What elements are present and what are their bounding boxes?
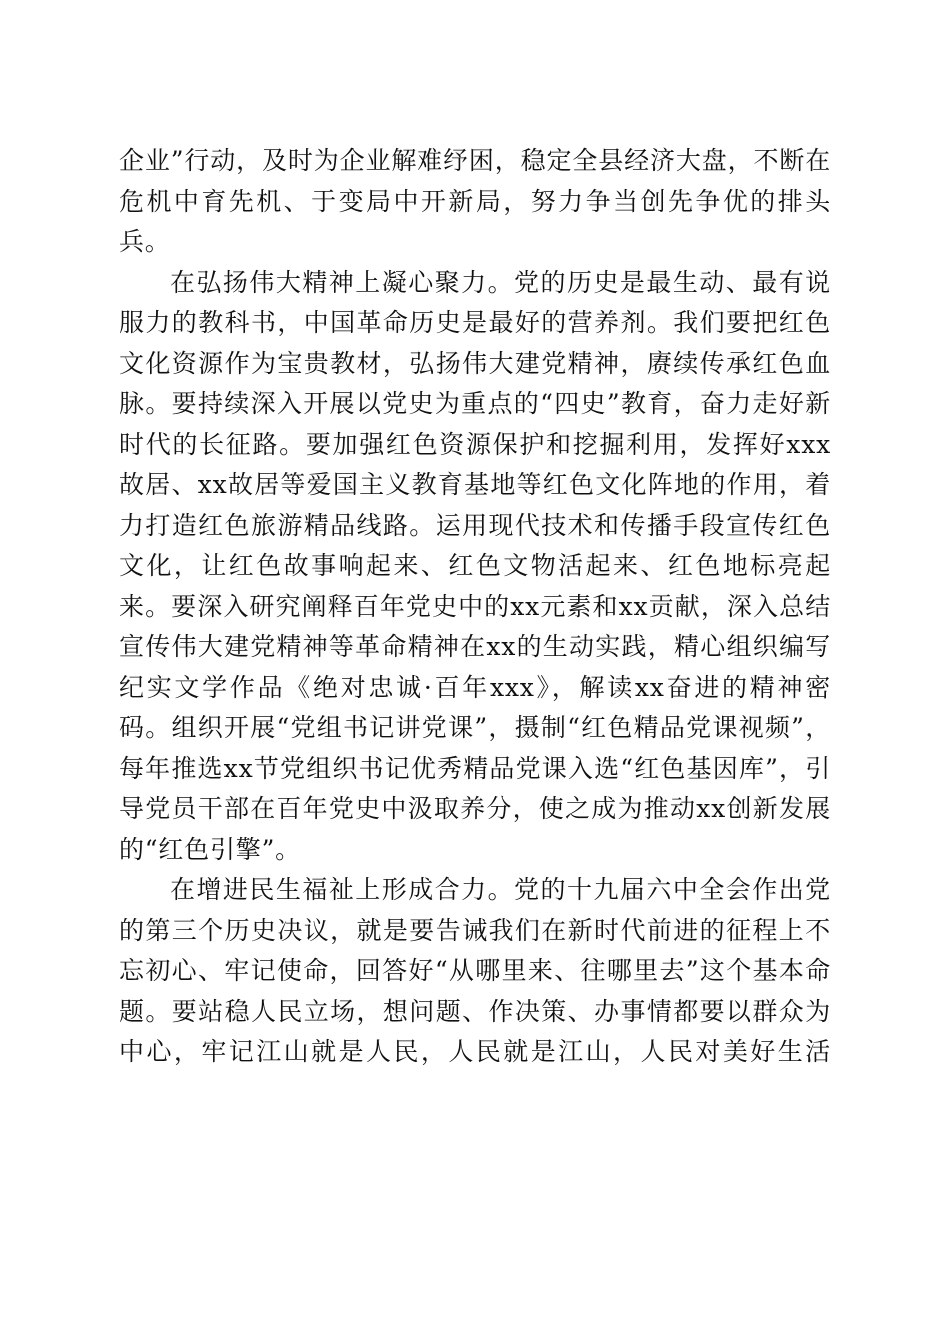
paragraph-continuation: 企业”行动，及时为企业解难纾困，稳定全县经济大盘，不断在危机中育先机、于变局中开新局，努力争当创先争优的排头兵。 (119, 146, 831, 256)
paragraph-livelihood: 在增进民生福祉上形成合力。党的十九届六中全会作出党的第三个历史决议，就是要告诫我们在新时代前进的征程上不忘初心、牢记使命，回答好“从哪里来、往哪里去”这个基本命题。要站稳人民立场，想问题、作决策、办事情都要以群众为中心，牢记江山就是人民，人民就是江山，人民对美好生活 (119, 875, 831, 1066)
paragraph-red-spirit: 在弘扬伟大精神上凝心聚力。党的历史是最生动、最有说服力的教科书，中国革命历史是最好的营养剂。我们要把红色文化资源作为宝贵教材，弘扬伟大建党精神，赓续传承红色血脉。要持续深入开展以党史为重点的“四史”教育，奋力走好新时代的长征路。要加强红色资源保护和挖掘利用，发挥好xxx故居、xx故居等爱国主义教育基地等红色文化阵地的作用，着力打造红色旅游精品线路。运用现代技术和传播手段宣传红色文化，让红色故事响起来、红色文物活起来、红色地标亮起来。要深入研究阐释百年党史中的xx元素和xx贡献，深入总结宣传伟大建党精神等革命精神在xx的生动实践，精心组织编写纪实文学作品《绝对忠诚·百年xxx》，解读xx奋进的精神密码。组织开展“党组书记讲党课”，摄制“红色精品党课视频”，每年推选xx节党组织书记优秀精品党课入选“红色基因库”，引导党员干部在百年党史中汲取养分，使之成为推动xx创新发展的“红色引擎”。 (119, 267, 831, 864)
document-body (119, 141, 831, 1073)
